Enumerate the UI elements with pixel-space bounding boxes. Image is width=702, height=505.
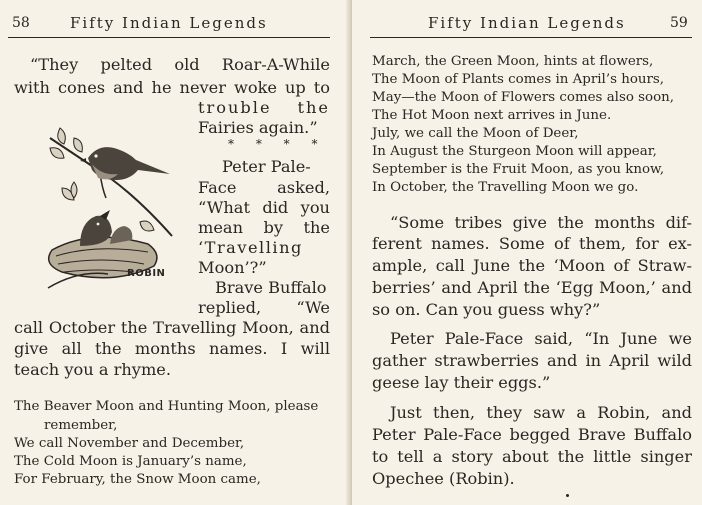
illustration-caption: ROBIN (127, 268, 166, 279)
verse-line: For February, the Snow Moon came, (14, 472, 261, 487)
wrap-line: replied, “We (198, 298, 330, 317)
wrap-line: “What did you (198, 198, 330, 217)
left-body-line: “They pelted old Roar-A-While (30, 55, 330, 74)
left-running-head: Fifty Indian Legends (70, 14, 268, 32)
closing-line: call October the Travelling Moon, and (14, 318, 330, 337)
paragraph-line: Opechee (Robin). (372, 469, 515, 488)
verse-line: We call November and December, (14, 436, 245, 451)
paragraph-line: to tell a story about the little singer (372, 447, 692, 466)
paragraph-line: ample, call June the ‘Moon of Straw- (372, 256, 692, 275)
wrap-line: ‘Travelling (198, 238, 303, 257)
right-page (352, 0, 702, 505)
left-body-line: Fairies again.” (198, 118, 318, 137)
left-body-line: trouble the (198, 98, 330, 117)
paragraph-line: Peter Pale-Face said, “In June we (390, 329, 692, 348)
paragraph-line: Just then, they saw a Robin, and (390, 403, 692, 422)
verse-line: The Hot Moon next arrives in June. (372, 108, 612, 123)
verse-line: In October, the Travelling Moon we go. (372, 180, 639, 195)
wrap-line: Face asked, (198, 178, 330, 197)
right-running-head: Fifty Indian Legends (428, 14, 626, 32)
left-body-line: with cones and he never woke up to (14, 78, 330, 97)
closing-line: give all the months names. I will (14, 339, 330, 358)
right-head-rule (370, 37, 692, 38)
left-head-rule (8, 37, 330, 38)
paragraph-line: “Some tribes give the months dif- (390, 213, 692, 232)
section-break-stars: * * * * (228, 137, 327, 151)
paragraph-line: so on. Can you guess why?” (372, 300, 601, 319)
paragraph-line: gather strawberries and in April wild (372, 351, 692, 370)
wrap-line: Brave Buffalo (215, 278, 327, 297)
verse-line: July, we call the Moon of Deer, (372, 126, 579, 141)
closing-line: teach you a rhyme. (14, 360, 172, 379)
verse-line: March, the Green Moon, hints at flowers, (372, 54, 654, 69)
paragraph-line: geese lay their eggs.” (372, 373, 551, 392)
left-page (0, 0, 350, 505)
verse-line: The Moon of Plants comes in April’s hours, (372, 72, 665, 87)
paragraph-line: berries’ and April the ‘Egg Moon,’ and (372, 278, 692, 297)
verse-line: The Beaver Moon and Hunting Moon, please (14, 399, 319, 414)
verse-line: The Cold Moon is January’s name, (14, 454, 247, 469)
wrap-line: mean by the (198, 218, 330, 237)
verse-line: May—the Moon of Flowers comes also soon, (372, 90, 675, 105)
right-page-number: 59 (670, 15, 688, 31)
paragraph-line: ferent names. Some of them, for ex- (372, 234, 692, 253)
verse-line: September is the Fruit Moon, as you know, (372, 162, 665, 177)
wrap-line: Peter Pale- (222, 157, 311, 176)
verse-line: remember, (44, 418, 118, 433)
verse-line: In August the Sturgeon Moon will appear, (372, 144, 657, 159)
wrap-line: Moon’?” (198, 258, 267, 277)
paragraph-line: Peter Pale-Face begged Brave Buffalo (372, 425, 692, 444)
print-speck (566, 494, 569, 497)
left-page-number: 58 (12, 15, 30, 31)
